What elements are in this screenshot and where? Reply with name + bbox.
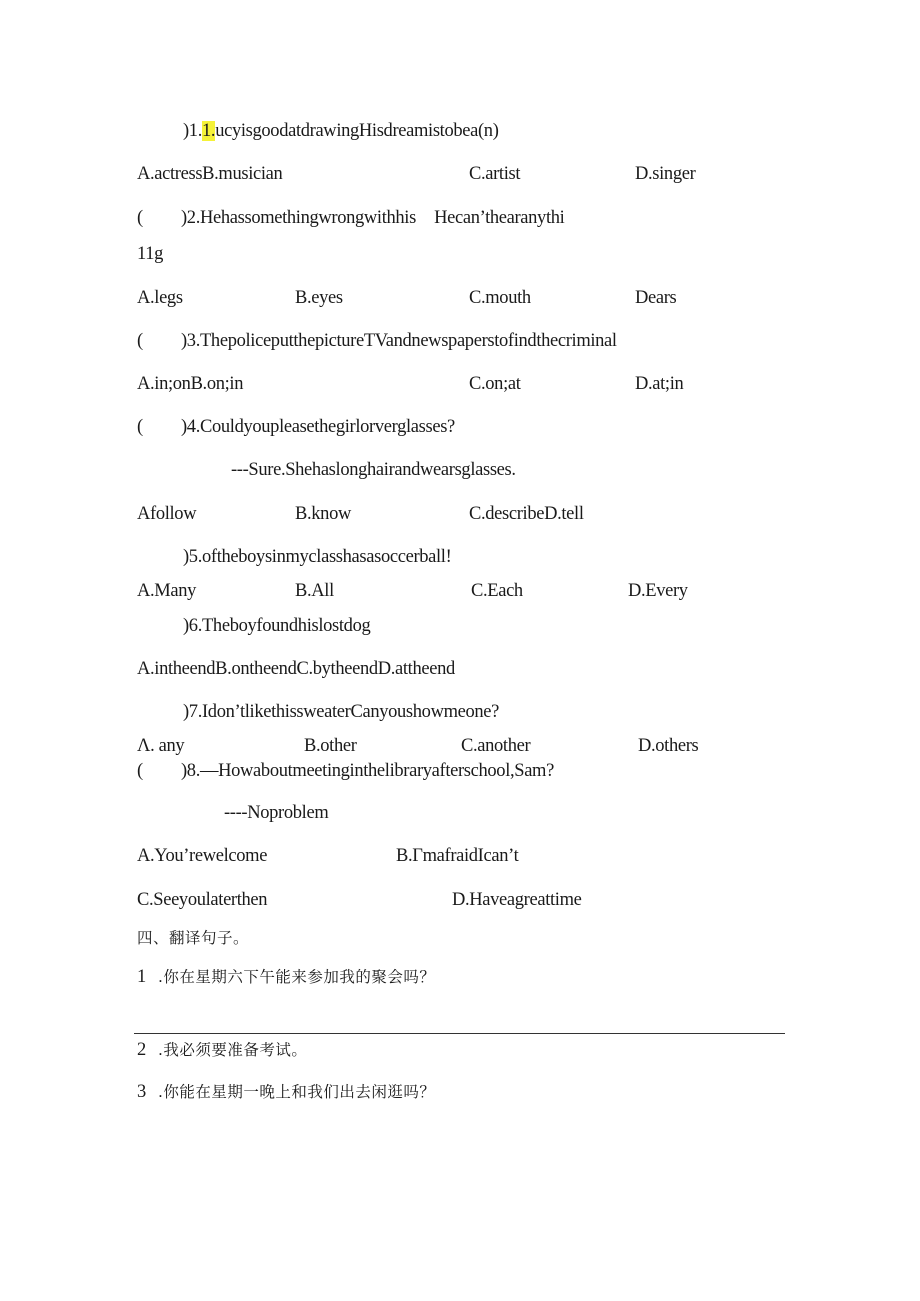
q4-paren: ( — [137, 417, 143, 437]
question-4-stem: )4.Couldyoupleasethegirlorverglasses? — [181, 417, 455, 437]
q3-paren: ( — [137, 331, 143, 351]
translate-item-1-text: .你在星期六下午能来参加我的聚会吗？ — [158, 968, 436, 986]
q3-option-c: C.on;at — [469, 374, 521, 394]
q2-paren: ( — [137, 208, 143, 228]
translate-item-3-text: .你能在星期一晚上和我们出去闲逛吗？ — [158, 1083, 436, 1101]
q4-option-a: Afollow — [137, 504, 197, 524]
q2-option-a: A.legs — [137, 288, 183, 308]
question-1-stem: )1.1.ucyisgoodatdrawingHisdreamistobea(n) — [183, 121, 499, 141]
q1-option-ab: A.actressB.musician — [137, 164, 283, 184]
q8-option-b: B.ΓmafraidIcan’t — [396, 846, 519, 866]
question-2-continuation: 11g — [137, 244, 164, 264]
q5-option-a: A.Many — [137, 581, 197, 601]
question-4-answer: ---Sure.Shehaslonghairandwearsglasses. — [231, 460, 516, 480]
section-title: 四、翻译句子。 — [137, 929, 250, 947]
q8-option-d: D.Haveagreattime — [452, 890, 582, 910]
highlight-mark: 1. — [202, 121, 216, 141]
question-8-stem: )8.—Howaboutmeetinginthelibraryafterschool,Sam? — [181, 761, 554, 781]
q5-option-b: B.All — [295, 581, 334, 601]
q3-option-ab: A.in;onB.on;in — [137, 374, 244, 394]
q8-option-c: C.Seeyoulaterthen — [137, 890, 268, 910]
q8-paren: ( — [137, 761, 143, 781]
q2-option-b: B.eyes — [295, 288, 343, 308]
q4-option-cd: C.describeD.tell — [469, 504, 584, 524]
q5-option-c: C.Each — [471, 581, 523, 601]
answer-line — [134, 1033, 785, 1034]
q2-option-c: C.mouth — [469, 288, 531, 308]
q7-option-a: Λ. any — [137, 736, 185, 756]
translate-item-3-number: 3 — [137, 1082, 146, 1102]
translate-item-2-number: 2 — [137, 1040, 146, 1060]
q4-option-b: B.know — [295, 504, 351, 524]
question-6-stem: )6.Theboyfoundhislostdog — [183, 616, 371, 636]
question-5-stem: )5.oftheboysinmyclasshasasoccerball! — [183, 547, 452, 567]
question-7-stem: )7.Idon’tlikethissweaterCanyoushowmeone? — [183, 702, 500, 722]
question-3-stem: )3.ThepoliceputthepictureTVandnewspaperstofindthecriminal — [181, 331, 617, 351]
question-2-stem: )2.Hehassomethingwrongwithhis Hecan’thearanythi — [181, 208, 565, 228]
q1-option-c: C.artist — [469, 164, 521, 184]
translate-item-2-text: .我必须要准备考试。 — [158, 1041, 308, 1059]
q6-options: A.intheendB.ontheendC.bytheendD.attheend — [137, 659, 455, 679]
q7-option-b: B.other — [304, 736, 357, 756]
q2-option-d: Dears — [635, 288, 677, 308]
q7-option-c: C.another — [461, 736, 531, 756]
question-8-answer: ----Noproblem — [224, 803, 329, 823]
q3-option-d: D.at;in — [635, 374, 684, 394]
translate-item-1-number: 1 — [137, 967, 146, 987]
q7-option-d: D.others — [638, 736, 699, 756]
q1-option-d: D.singer — [635, 164, 696, 184]
q8-option-a: A.You’rewelcome — [137, 846, 268, 866]
q5-option-d: D.Every — [628, 581, 688, 601]
